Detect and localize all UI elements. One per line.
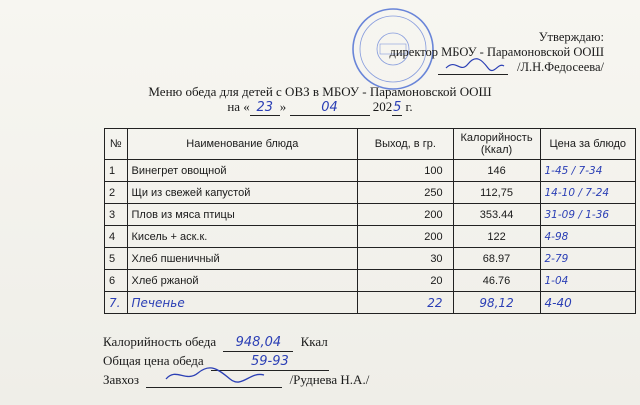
approval-block bbox=[390, 30, 605, 75]
footer-block bbox=[103, 333, 369, 388]
table-header-row bbox=[105, 129, 636, 160]
date-day: 23 bbox=[250, 100, 280, 116]
row-price: 1-04 bbox=[540, 270, 636, 292]
row-name: Щи из свежей капустой bbox=[127, 182, 358, 204]
row-output: 30 bbox=[358, 248, 453, 270]
table-row bbox=[105, 182, 636, 204]
row-name: Винегрет овощной bbox=[127, 160, 358, 182]
row-output: 22 bbox=[358, 292, 453, 314]
menu-date-line: на « 23 » 04 2025 г. bbox=[227, 99, 413, 115]
row-num: 6 bbox=[105, 270, 128, 292]
director-signature-line bbox=[438, 62, 508, 75]
price-total: 59-93 bbox=[211, 353, 329, 371]
table-row bbox=[105, 270, 636, 292]
header-name: Наименование блюда bbox=[127, 129, 358, 160]
manager-signature-line bbox=[146, 373, 282, 388]
header-calories: Калорийность (Ккал) bbox=[453, 129, 540, 160]
row-calories: 122 bbox=[453, 226, 540, 248]
row-price: 31-09 / 1-36 bbox=[540, 204, 636, 226]
row-calories: 112,75 bbox=[453, 182, 540, 204]
row-name: Хлеб пшеничный bbox=[127, 248, 358, 270]
row-price: 4-98 bbox=[540, 226, 636, 248]
menu-table bbox=[104, 128, 636, 314]
row-calories: 98,12 bbox=[453, 292, 540, 314]
row-name: Плов из мяса птицы bbox=[127, 204, 358, 226]
row-price: 2-79 bbox=[540, 248, 636, 270]
approval-position: директор МБОУ - Парамоновской ООШ bbox=[389, 45, 604, 59]
header-price: Цена за блюдо bbox=[540, 129, 636, 160]
table-row bbox=[105, 248, 636, 270]
row-price: 14-10 / 7-24 bbox=[540, 182, 636, 204]
manager-signature-icon bbox=[146, 367, 282, 383]
row-num: 3 bbox=[105, 204, 128, 226]
row-calories: 353.44 bbox=[453, 204, 540, 226]
calories-total: 948,04 bbox=[223, 334, 293, 352]
footer-manager: Завхоз /Руднева Н.А./ bbox=[103, 371, 369, 388]
row-name: Хлеб ржаной bbox=[127, 270, 358, 292]
manager-name: /Руднева Н.А./ bbox=[289, 372, 370, 387]
date-month: 04 bbox=[290, 100, 370, 116]
row-num: 5 bbox=[105, 248, 128, 270]
director-name: /Л.Н.Федосеева/ bbox=[517, 60, 604, 74]
row-price: 4-40 bbox=[540, 292, 636, 314]
table-row bbox=[105, 204, 636, 226]
row-output: 250 bbox=[358, 182, 453, 204]
row-output: 200 bbox=[358, 226, 453, 248]
row-num: 2 bbox=[105, 182, 128, 204]
row-output: 100 bbox=[358, 160, 453, 182]
header-num: № bbox=[105, 129, 128, 160]
menu-title bbox=[0, 84, 640, 116]
header-output: Выход, в гр. bbox=[358, 129, 453, 160]
row-num: 7. bbox=[105, 292, 128, 314]
row-name: Кисель + аск.к. bbox=[127, 226, 358, 248]
signature-scribble-icon bbox=[438, 58, 508, 72]
row-price: 1-45 / 7-34 bbox=[540, 160, 636, 182]
row-calories: 46.76 bbox=[453, 270, 540, 292]
row-calories: 68.97 bbox=[453, 248, 540, 270]
menu-title-line: Меню обеда для детей с ОВЗ в МБОУ - Парамоновской ООШ bbox=[148, 84, 492, 99]
row-name: Печенье bbox=[127, 292, 358, 314]
row-output: 200 bbox=[358, 204, 453, 226]
table-row bbox=[105, 226, 636, 248]
row-calories: 146 bbox=[453, 160, 540, 182]
footer-calories: Калорийность обеда 948,04 Ккал bbox=[103, 334, 328, 350]
handwritten-row bbox=[105, 292, 636, 314]
row-num: 4 bbox=[105, 226, 128, 248]
table-row bbox=[105, 160, 636, 182]
row-output: 20 bbox=[358, 270, 453, 292]
row-num: 1 bbox=[105, 160, 128, 182]
approval-heading: Утверждаю: bbox=[538, 30, 604, 44]
date-year-digit: 5 bbox=[393, 100, 402, 115]
footer-price: Общая цена обеда 59-93 bbox=[103, 352, 369, 371]
